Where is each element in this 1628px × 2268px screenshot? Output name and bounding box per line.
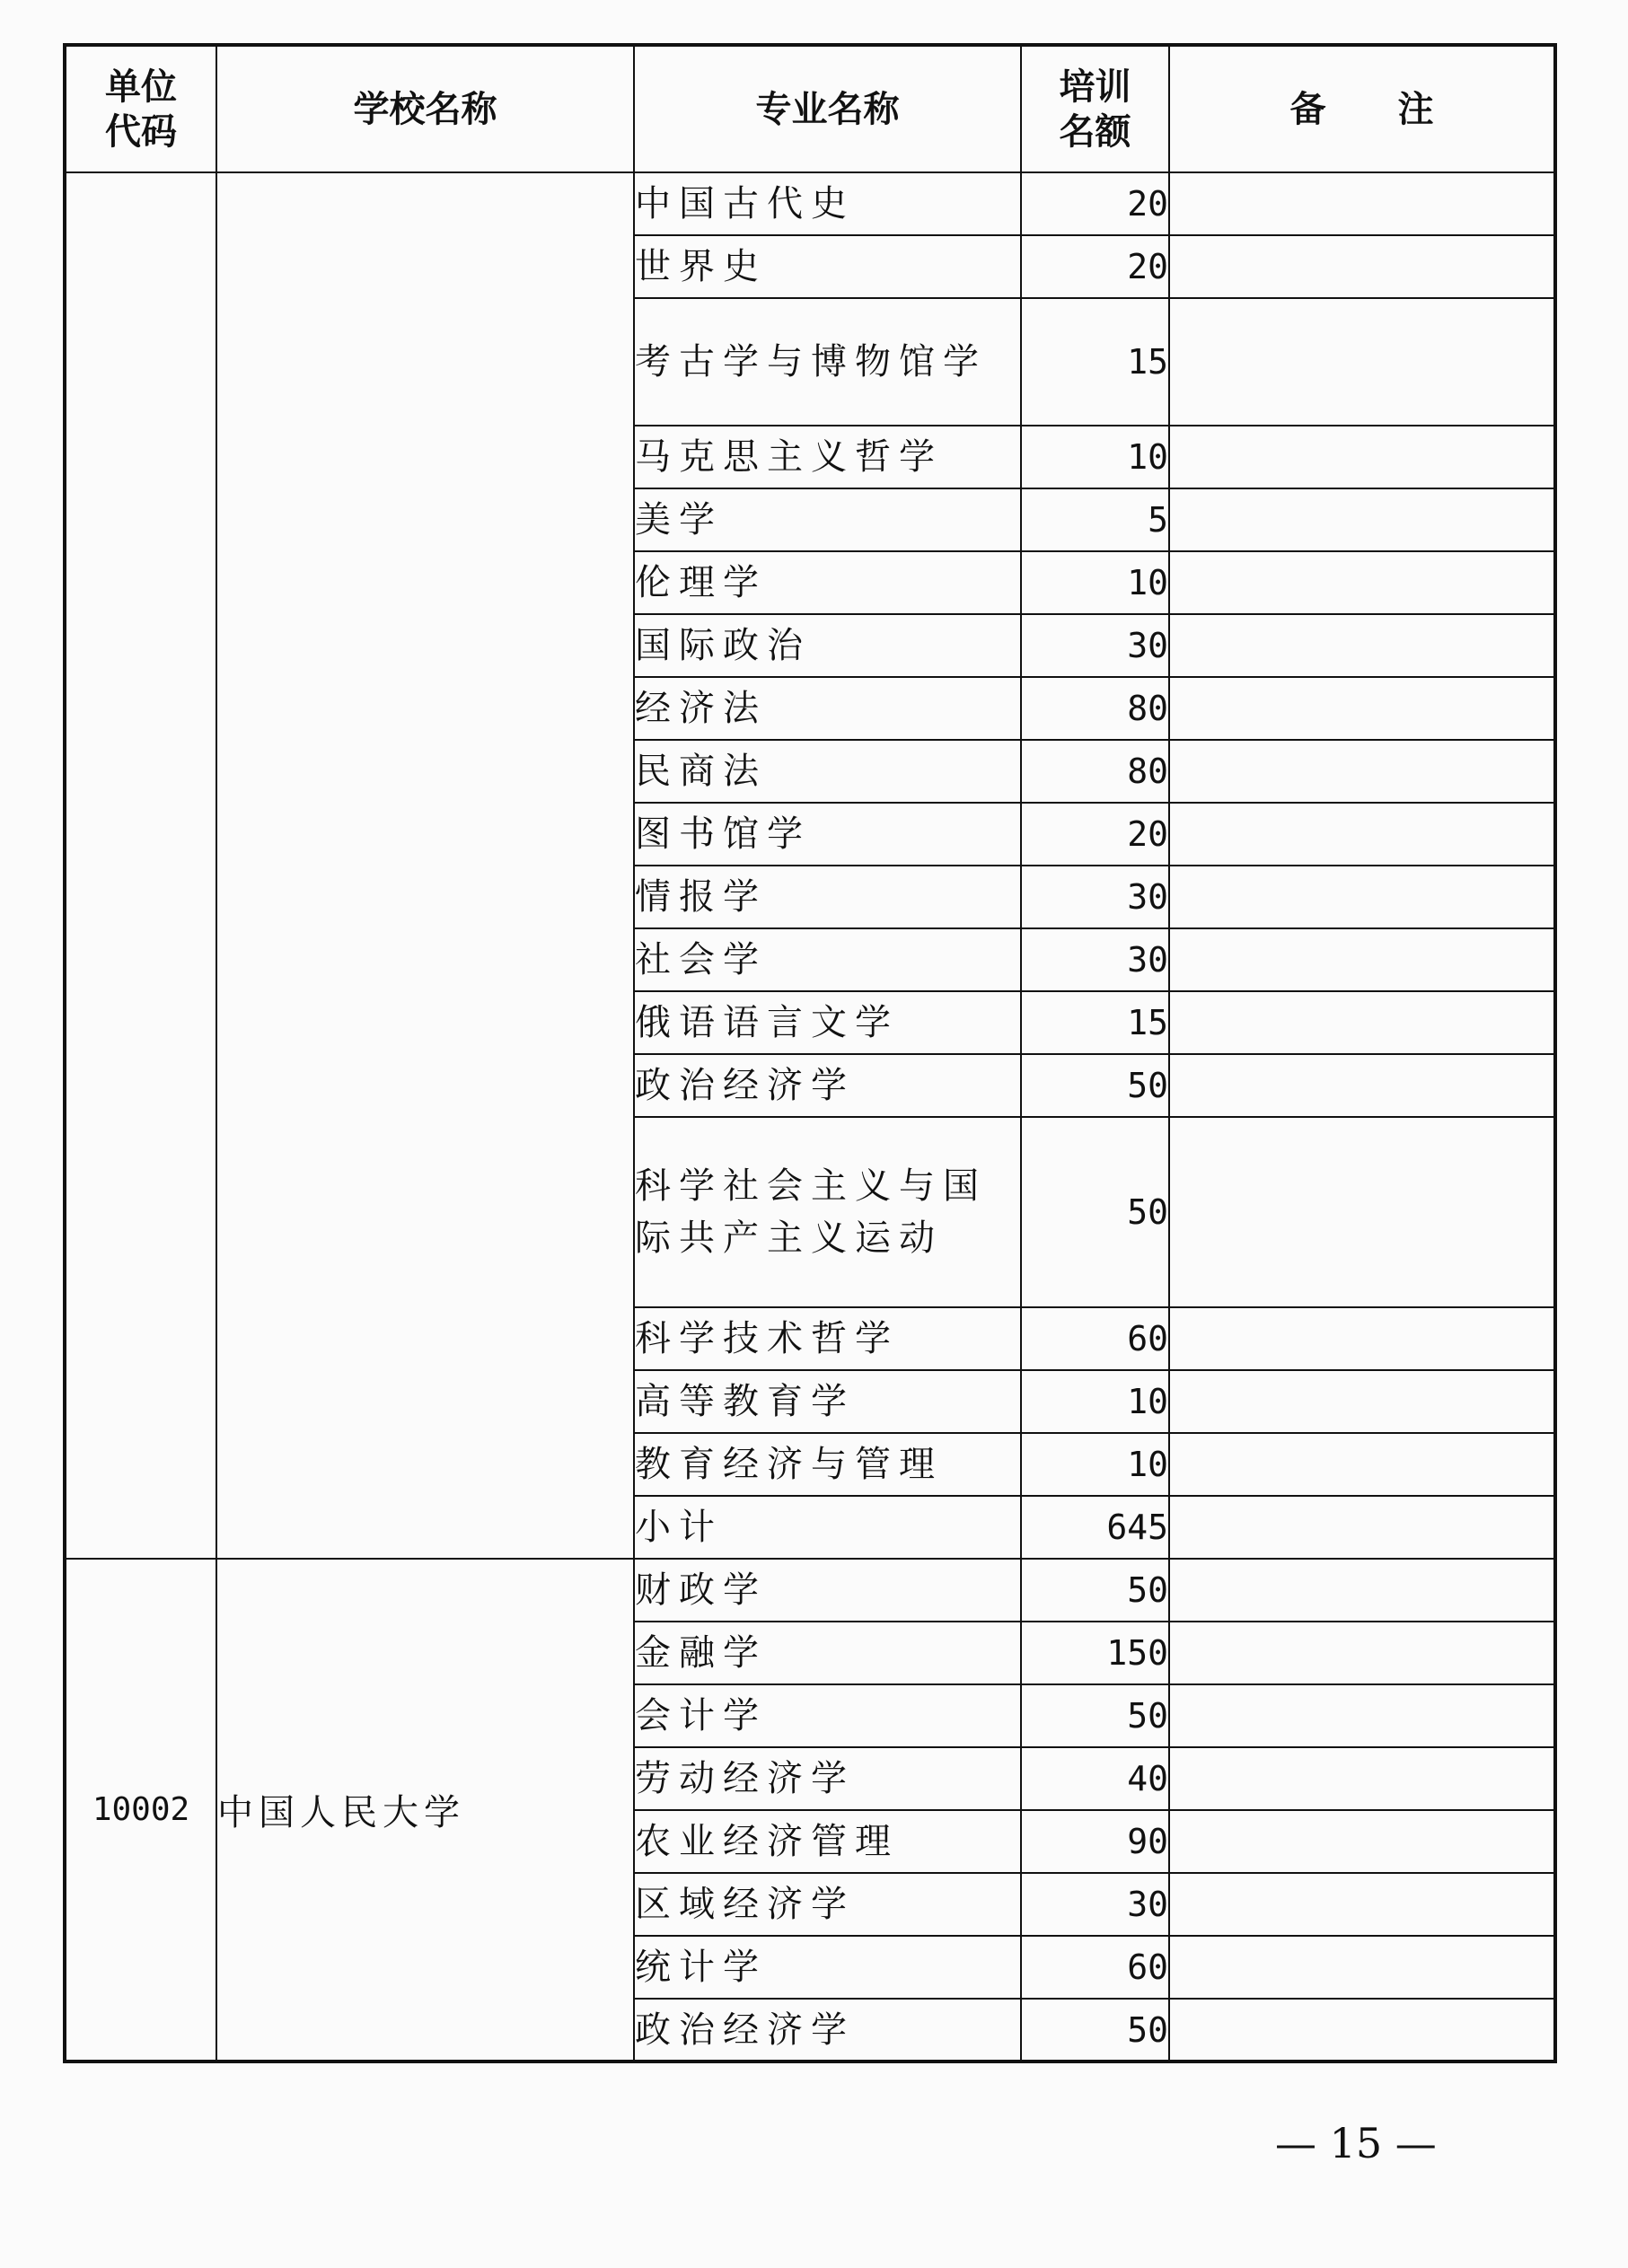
header-unit-code: 单位 代码 (65, 45, 216, 172)
major-name-cell: 经济法 (634, 677, 1021, 740)
major-name-cell: 教育经济与管理 (634, 1433, 1021, 1496)
school-name-cell (216, 172, 634, 1559)
remark-cell (1169, 614, 1555, 677)
quota-cell: 10 (1021, 426, 1169, 488)
header-quota: 培训 名额 (1021, 45, 1169, 172)
quota-cell: 150 (1021, 1622, 1169, 1684)
header-remark: 备注 (1169, 45, 1555, 172)
quota-cell: 30 (1021, 614, 1169, 677)
major-name-cell: 情报学 (634, 866, 1021, 928)
quota-cell: 15 (1021, 298, 1169, 426)
major-name-cell: 美学 (634, 488, 1021, 551)
remark-cell (1169, 1999, 1555, 2061)
remark-cell (1169, 1433, 1555, 1496)
major-name-cell: 区域经济学 (634, 1873, 1021, 1936)
school-name-cell: 中国人民大学 (216, 1559, 634, 2061)
major-name-cell: 财政学 (634, 1559, 1021, 1622)
quota-cell: 60 (1021, 1936, 1169, 1999)
remark-cell (1169, 991, 1555, 1054)
remark-cell (1169, 551, 1555, 614)
page-number: — 15 — (1275, 2119, 1437, 2167)
quota-cell: 10 (1021, 1370, 1169, 1433)
remark-cell (1169, 1117, 1555, 1307)
major-name-cell: 世界史 (634, 235, 1021, 298)
remark-cell (1169, 1054, 1555, 1117)
major-name-cell: 劳动经济学 (634, 1747, 1021, 1810)
remark-cell (1169, 1747, 1555, 1810)
quota-cell: 10 (1021, 551, 1169, 614)
remark-cell (1169, 1370, 1555, 1433)
major-name-cell: 俄语语言文学 (634, 991, 1021, 1054)
quota-cell: 50 (1021, 1117, 1169, 1307)
unit-code-cell (65, 172, 216, 1559)
quota-cell: 15 (1021, 991, 1169, 1054)
quota-cell: 20 (1021, 235, 1169, 298)
unit-code-cell: 10002 (65, 1559, 216, 2061)
quota-cell: 60 (1021, 1307, 1169, 1370)
quota-cell: 30 (1021, 1873, 1169, 1936)
remark-cell (1169, 1307, 1555, 1370)
subtotal-label-cell: 小计 (634, 1496, 1021, 1559)
major-name-cell: 金融学 (634, 1622, 1021, 1684)
quota-cell: 20 (1021, 172, 1169, 235)
quota-cell: 20 (1021, 803, 1169, 866)
remark-cell (1169, 1936, 1555, 1999)
major-name-cell: 政治经济学 (634, 1054, 1021, 1117)
quota-cell: 80 (1021, 740, 1169, 803)
quota-cell: 40 (1021, 1747, 1169, 1810)
major-name-cell: 马克思主义哲学 (634, 426, 1021, 488)
remark-cell (1169, 1873, 1555, 1936)
major-name-cell: 会计学 (634, 1684, 1021, 1747)
subtotal-quota-cell: 645 (1021, 1496, 1169, 1559)
major-name-cell: 统计学 (634, 1936, 1021, 1999)
major-name-cell: 政治经济学 (634, 1999, 1021, 2061)
major-name-cell: 科学技术哲学 (634, 1307, 1021, 1370)
major-name-cell: 民商法 (634, 740, 1021, 803)
quota-cell: 30 (1021, 866, 1169, 928)
remark-cell (1169, 298, 1555, 426)
header-major-name: 专业名称 (634, 45, 1021, 172)
remark-cell (1169, 488, 1555, 551)
quota-cell: 50 (1021, 1559, 1169, 1622)
table-header-row (65, 45, 1555, 172)
table-row (65, 172, 1555, 235)
remark-cell (1169, 1684, 1555, 1747)
remark-cell (1169, 866, 1555, 928)
remark-cell (1169, 426, 1555, 488)
quota-table (63, 43, 1557, 2063)
major-name-cell: 伦理学 (634, 551, 1021, 614)
quota-cell: 5 (1021, 488, 1169, 551)
remark-cell (1169, 928, 1555, 991)
quota-cell: 50 (1021, 1054, 1169, 1117)
major-name-cell: 国际政治 (634, 614, 1021, 677)
major-name-cell: 社会学 (634, 928, 1021, 991)
remark-cell (1169, 1496, 1555, 1559)
quota-cell: 10 (1021, 1433, 1169, 1496)
table-row (65, 1559, 1555, 1622)
major-name-cell: 中国古代史 (634, 172, 1021, 235)
header-school-name: 学校名称 (216, 45, 634, 172)
remark-cell (1169, 235, 1555, 298)
remark-cell (1169, 677, 1555, 740)
quota-cell: 30 (1021, 928, 1169, 991)
major-name-cell: 农业经济管理 (634, 1810, 1021, 1873)
remark-cell (1169, 740, 1555, 803)
quota-cell: 50 (1021, 1999, 1169, 2061)
quota-cell: 50 (1021, 1684, 1169, 1747)
major-name-cell: 图书馆学 (634, 803, 1021, 866)
remark-cell (1169, 172, 1555, 235)
quota-cell: 80 (1021, 677, 1169, 740)
remark-cell (1169, 1559, 1555, 1622)
major-name-cell: 科学社会主义与国际共产主义运动 (634, 1117, 1021, 1307)
quota-cell: 90 (1021, 1810, 1169, 1873)
remark-cell (1169, 1810, 1555, 1873)
major-name-cell: 高等教育学 (634, 1370, 1021, 1433)
remark-cell (1169, 1622, 1555, 1684)
major-name-cell: 考古学与博物馆学 (634, 298, 1021, 426)
remark-cell (1169, 803, 1555, 866)
